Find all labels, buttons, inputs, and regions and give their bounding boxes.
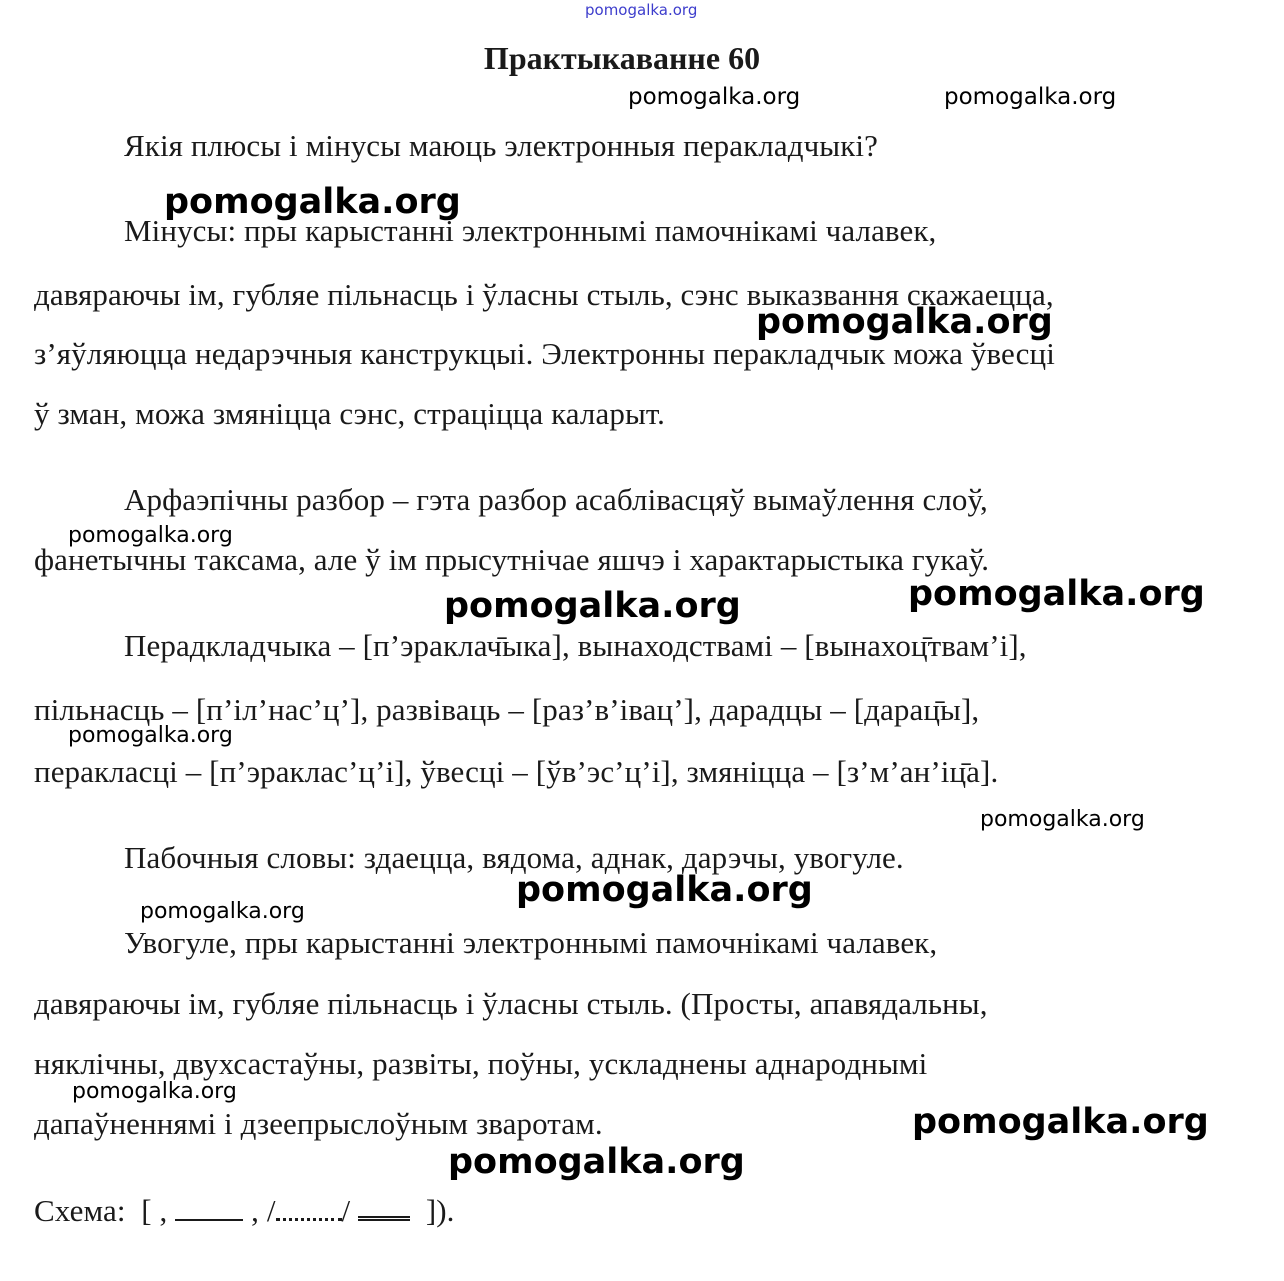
scheme-slash-2: / <box>341 1193 351 1228</box>
watermark: pomogalka.org <box>516 870 813 910</box>
sentence-line-1: Увогуле, пры карыстанні электроннымі памочнікамі чалавек, <box>124 925 938 960</box>
orthoepic-line-1: Арфаэпічны разбор – гэта разбор асаблівасцяў вымаўлення слоў, <box>124 482 988 517</box>
watermark: pomogalka.org <box>944 84 1117 110</box>
watermark: pomogalka.org <box>444 586 741 626</box>
watermark: pomogalka.org <box>164 182 461 222</box>
scheme-slash-1: / <box>266 1193 276 1228</box>
watermark: pomogalka.org <box>72 1079 237 1104</box>
scheme-open-bracket: [ , <box>141 1193 168 1228</box>
watermark: pomogalka.org <box>756 302 1053 342</box>
watermark: pomogalka.org <box>908 574 1205 614</box>
scheme-subject-line <box>175 1195 243 1221</box>
page-title: Практыкаванне 60 <box>483 40 761 76</box>
transcription-line-1: Перадкладчыка – [п’эраклач̄ыка], вынаходствамі – [вынахоц̄твам’і], <box>124 628 1027 663</box>
transcription-line-3: перакласці – [п’эраклас’ц’і], ўвесці – [ўв’эс’ц’і], змяніцца – [з’м’ан’іц̄а]. <box>34 754 999 789</box>
transcription-line-2: пільнасць – [п’іл’нас’ц’], развіваць – [раз’в’івац’], дарадцы – [дарац̄ы], <box>34 692 980 727</box>
watermark: pomogalka.org <box>140 899 305 924</box>
scheme-object-line <box>276 1196 342 1221</box>
question-line: Якія плюсы і мінусы маюць электронныя перакладчыкі? <box>124 128 878 163</box>
watermark: pomogalka.org <box>912 1102 1209 1142</box>
scheme-close-bracket: ]). <box>425 1193 455 1228</box>
parenthetical-words-line: Пабочныя словы: здаецца, вядома, аднак, дарэчы, увогуле. <box>124 840 904 875</box>
scheme-comma: , <box>251 1193 259 1228</box>
scheme-predicate-line <box>358 1194 410 1221</box>
watermark: pomogalka.org <box>448 1142 745 1182</box>
minuses-line-2: давяраючы ім, губляе пільнасць і ўласны стыль, сэнс выказвання скажаецца, <box>34 277 1054 312</box>
sentence-line-2: давяраючы ім, губляе пільнасць і ўласны стыль. (Просты, апавядальны, <box>34 986 988 1021</box>
watermark: pomogalka.org <box>68 723 233 748</box>
minuses-line-1: Мінусы: пры карыстанні электроннымі памочнікамі чалавек, <box>124 213 937 248</box>
minuses-line-3: з’яўляюцца недарэчныя канструкцыі. Электронны перакладчык можа ўвесці <box>34 336 1055 371</box>
sentence-line-3: няклічны, двухсастаўны, развіты, поўны, ускладнены аднароднымі <box>34 1046 928 1081</box>
watermark: pomogalka.org <box>628 84 801 110</box>
header-watermark: pomogalka.org <box>585 1 698 19</box>
sentence-line-4: дапаўненнямі і дзеепрыслоўным зваротам. <box>34 1106 603 1141</box>
orthoepic-line-2: фанетычны таксама, але ў ім прысутнічае яшчэ і характарыстыка гукаў. <box>34 542 990 577</box>
watermark: pomogalka.org <box>980 807 1145 832</box>
watermark: pomogalka.org <box>68 523 233 548</box>
sentence-scheme <box>34 1193 455 1229</box>
minuses-line-4: ў зман, можа змяніцца сэнс, страціцца каларыт. <box>34 396 666 431</box>
scheme-label: Схема: <box>34 1193 126 1228</box>
